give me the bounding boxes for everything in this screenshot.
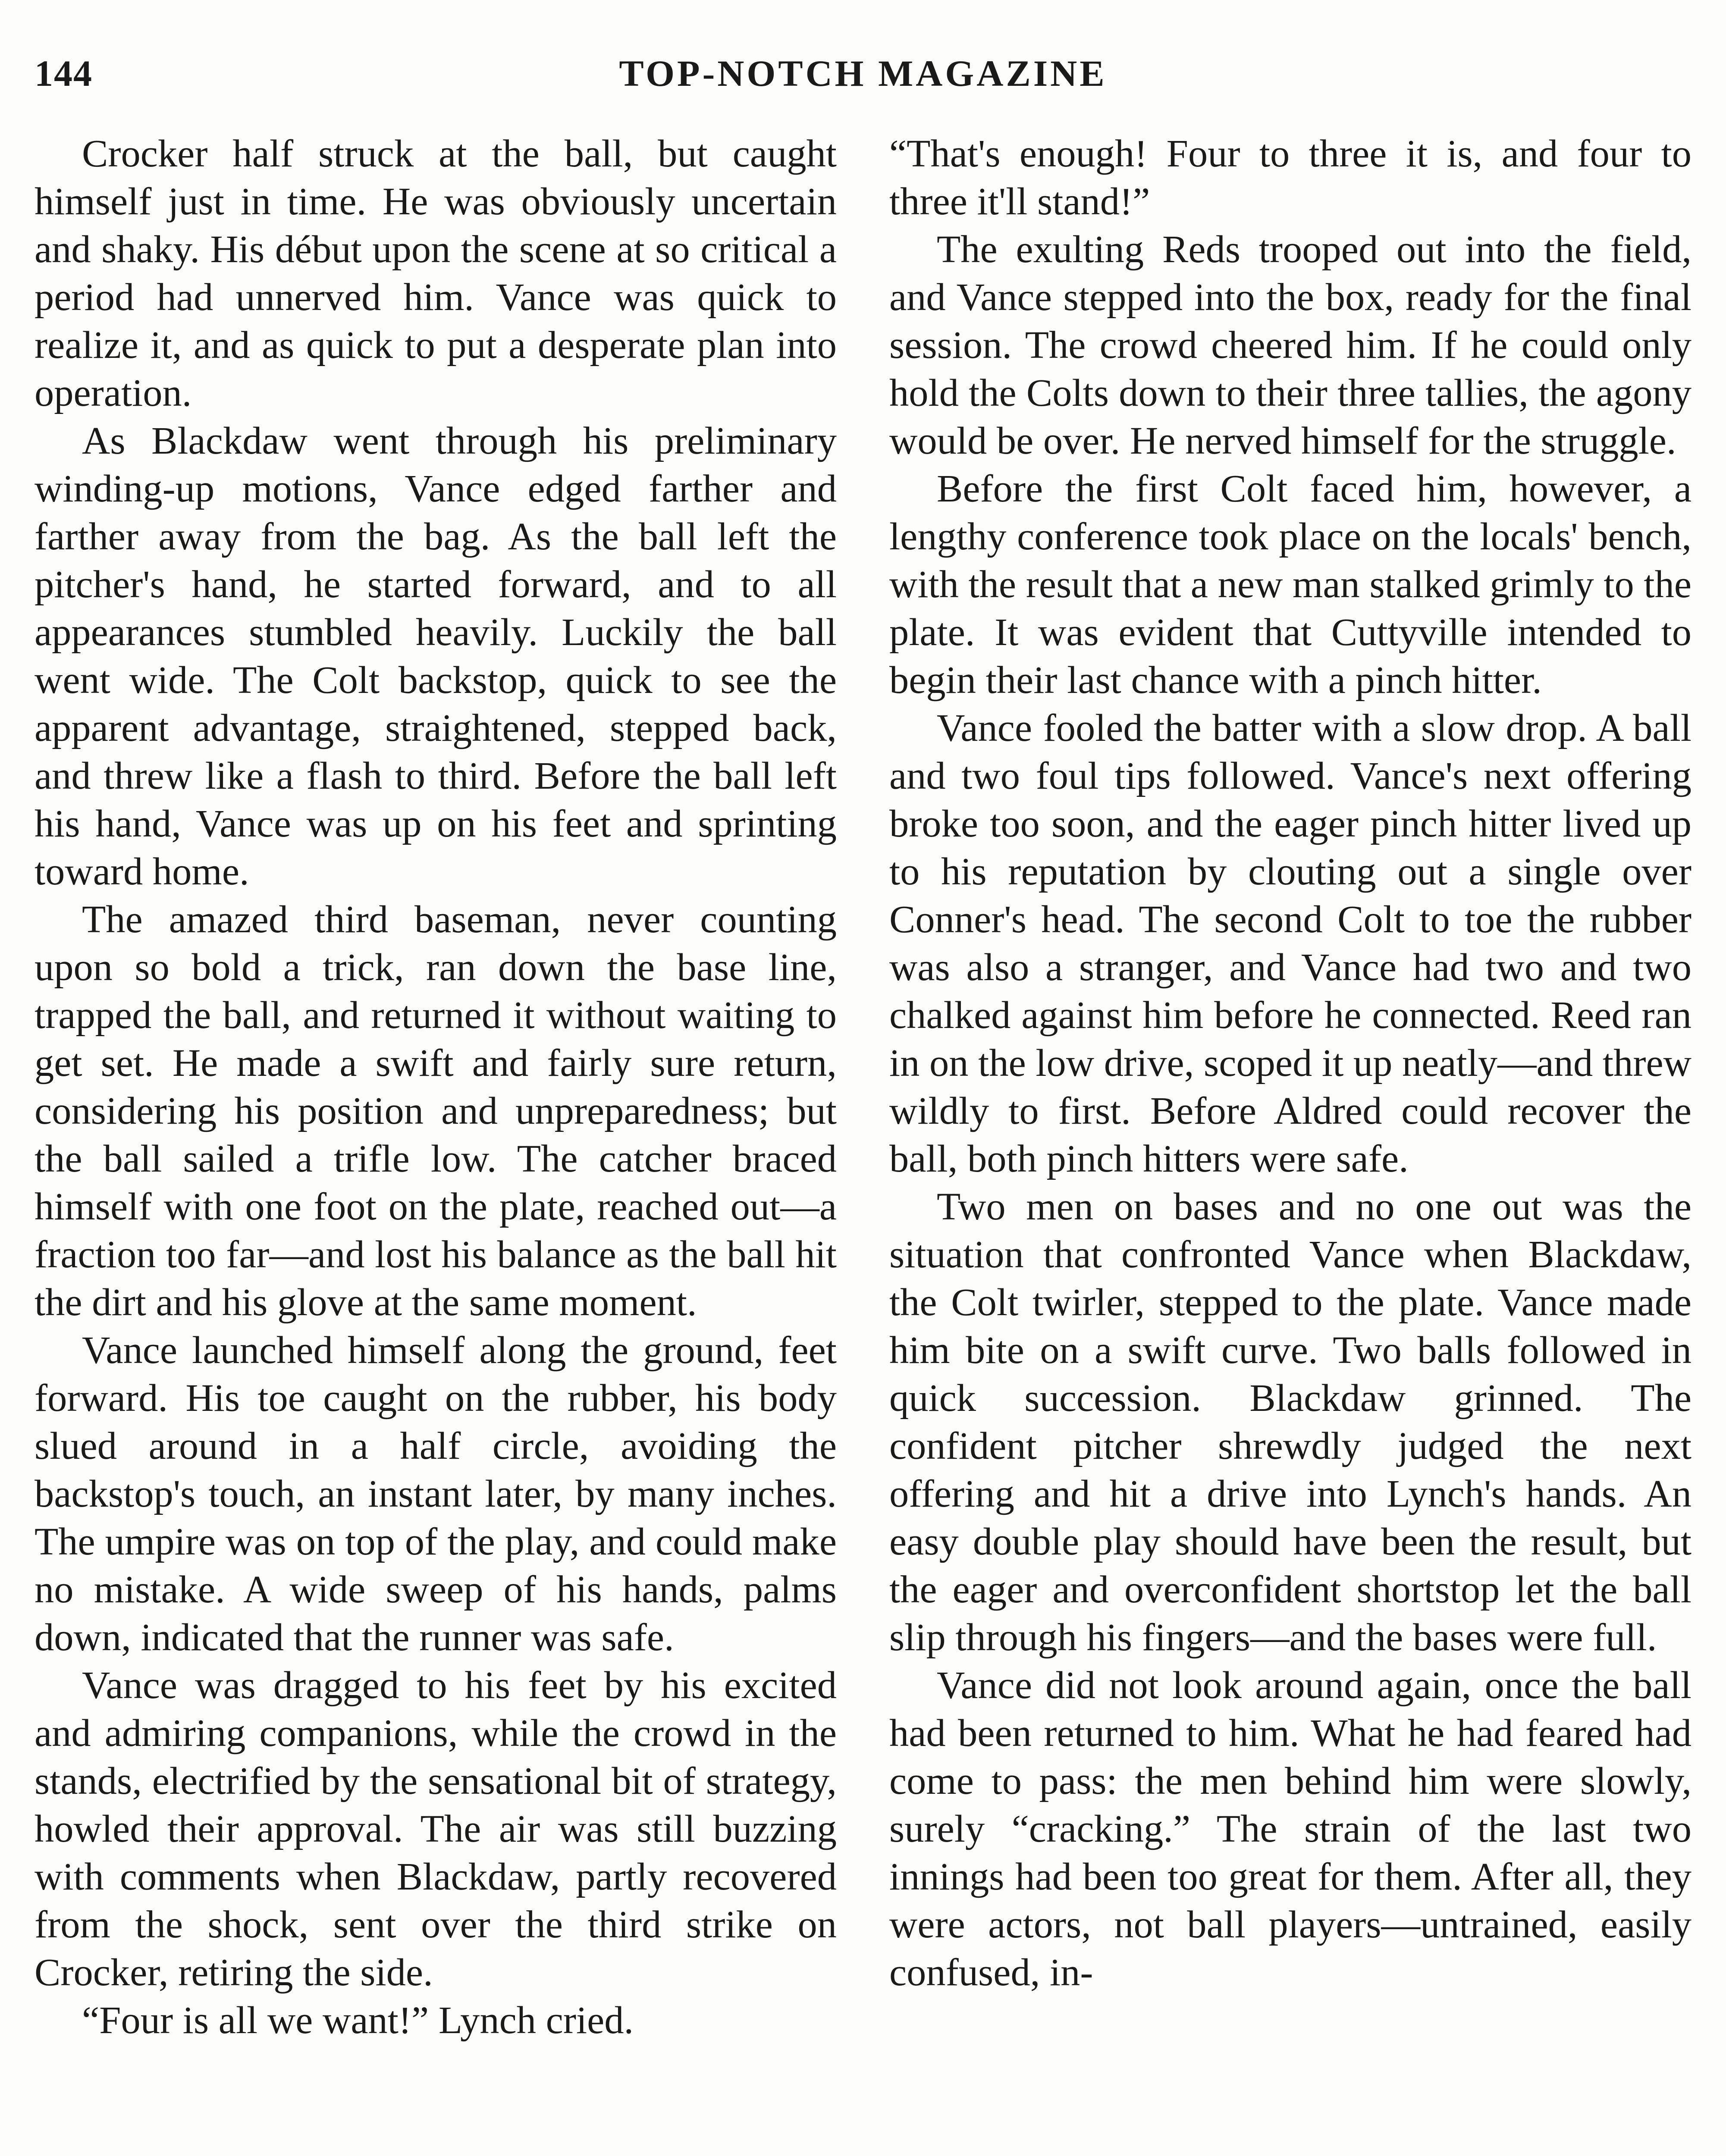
article-body: [35, 129, 1691, 2156]
running-title: TOP-NOTCH MAGAZINE: [619, 53, 1107, 94]
paragraph: Vance was dragged to his feet by his excited and admiring companions, while the crowd in the stands, electrified by the sensational bit of strategy, howled their approval. The air was still buzzing with comments when Blackdaw, partly recovered from the shock, sent over the third strike on Crocker, retiring the side.: [35, 1663, 837, 1994]
paragraph: “That's enough! Four to three it is, and four to three it'll stand!”: [889, 132, 1691, 223]
page-header: [35, 52, 1691, 99]
paragraph: As Blackdaw went through his preliminary winding-up motions, Vance edged farther and farther away from the bag. As the ball left the pitcher's hand, he started forward, and to all appearances stumbled heavily. Luckily the ball went wide. The Colt backstop, quick to see the apparent advantage, straightened, stepped back, and threw like a flash to third. Before the ball left his hand, Vance was up on his feet and sprinting toward home.: [35, 419, 837, 893]
paragraph: Before the first Colt faced him, however, a lengthy conference took place on the locals' bench, with the result that a new man stalked grimly to the plate. It was evident that Cuttyville intended to begin their last chance with a pinch hitter.: [889, 467, 1691, 702]
paragraph: Crocker half struck at the ball, but caught himself just in time. He was obviously uncertain and shaky. His début upon the scene at so critical a period had unnerved him. Vance was quick to realize it, and as quick to put a desperate plan into operation.: [35, 132, 837, 414]
page-number: 144: [35, 53, 93, 94]
paragraph: Vance launched himself along the ground, feet forward. His toe caught on the rubber, his body slued around in a half circle, avoiding the backstop's touch, an instant later, by many inches. The umpire was on top of the play, and could make no mistake. A wide sweep of his hands, palms down, indicated that the runner was safe.: [35, 1328, 837, 1659]
right-column: [889, 129, 1691, 2156]
paragraph: Two men on bases and no one out was the situation that confronted Vance when Blackdaw, the Colt twirler, stepped to the plate. Vance made him bite on a swift curve. Two balls followed in quick succession. Blackdaw grinned. The confident pitcher shrewdly judged the next offering and hit a drive into Lynch's hands. An easy double play should have been the result, but the eager and overconfident shortstop let the ball slip through his fingers—and the bases were full.: [889, 1185, 1691, 1659]
paragraph: Vance fooled the batter with a slow drop. A ball and two foul tips followed. Vance's next offering broke too soon, and the eager pinch hitter lived up to his reputation by clouting out a single over Conner's head. The second Colt to toe the rubber was also a stranger, and Vance had two and two chalked against him before he connected. Reed ran in on the low drive, scoped it up neatly—and threw wildly to first. Before Aldred could recover the ball, both pinch hitters were safe.: [889, 706, 1691, 1180]
paragraph: “Four is all we want!” Lynch cried.: [82, 1998, 634, 2042]
left-column: [35, 129, 837, 2156]
paragraph: The amazed third baseman, never counting upon so bold a trick, ran down the base line, trapped the ball, and returned it without waiting to get set. He made a swift and fairly sure return, considering his position and unpreparedness; but the ball sailed a trifle low. The catcher braced himself with one foot on the plate, reached out—a fraction too far—and lost his balance as the ball hit the dirt and his glove at the same moment.: [35, 897, 837, 1324]
paragraph: Vance did not look around again, once the ball had been returned to him. What he had feared had come to pass: the men behind him were slowly, surely “cracking.” The strain of the last two innings had been too great for them. After all, they were actors, not ball players—untrained, easily confused, in-: [889, 1663, 1691, 1994]
paragraph: The exulting Reds trooped out into the field, and Vance stepped into the box, ready for the final session. The crowd cheered him. If he could only hold the Colts down to their three tallies, the agony would be over. He nerved himself for the struggle.: [889, 227, 1691, 462]
